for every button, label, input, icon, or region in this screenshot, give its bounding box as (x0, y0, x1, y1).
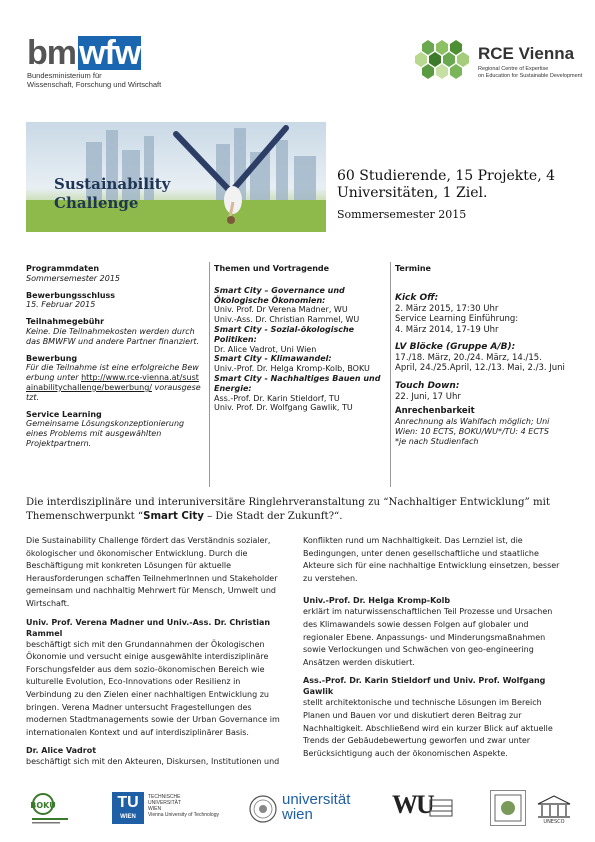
programm-column (26, 264, 201, 449)
gebuehr-value: Keine. Die Teilnahmekosten werden durch das BMWFW und andere Partner finanziert. (26, 326, 200, 346)
topic-governance: Smart City – Governance und Ökologische Ökonomien: (214, 285, 345, 305)
banner-title (54, 175, 170, 213)
speaker-vadrot: Dr. Alice Vadrot, Uni Wien (214, 344, 317, 354)
tu-logo-text: TU (117, 794, 139, 811)
bmwfw-logo-bm: bm (27, 34, 76, 72)
kromp-kolb-text: erklärt im naturwissenschaftlichen Teil Prozesse und Ursachen des Klimawandels sowie dessen Folgen auf globaler und regionaler Ebene. Anpassungs- und Minderungsmaßnahmen sowie Verlockungen und Schwächen von geo-engineering Ansätzen werden diskutiert. (303, 607, 553, 667)
rce-acknowledged-icon (491, 791, 525, 825)
body-intro: Die Sustainability Challenge fördert das Verständnis sozialer, ökologischer und ökonomischer Entwicklung. Durch die Beschäftigung mit konkreten Lösungen für aktuelle Herausforderungen schaffen TeilnehmerInnen und Stakeholder gemeinsam und nachhaltig Mehrwert für Mensch, Umwelt und Wirtschaft. (26, 536, 278, 608)
anrechen-value: Anrechnung als Wahlfach möglich; Uni Wien: 10 ECTS, BOKU/WU*/TU: 4 ECTS (395, 416, 550, 436)
body-left-column (26, 535, 288, 769)
madner-rammel-text: beschäftigt sich mit den Grundannahmen der Ökologischen Ökonomie und versucht einige ausgewählte interdisziplinäre Forschungsfelder aus dem sozio-ökonomischen Bereich wie kulturelle Evolution, Eco-Innovations oder Resilienz in Verbindung zu den Zielen einer nachhaltigen Entwicklung zu bringen. Verena Madner untersucht Fragestellungen des modernen Stadtmanagements sowie der Urban Governance im internationalen Kontext und auf interdisziplinärer Basis. (26, 639, 280, 737)
headline-semester: Sommersemester 2015 (337, 208, 467, 221)
anrechen-label: Anrechenbarkeit (395, 406, 475, 417)
headline (337, 168, 587, 202)
termine-heading: Termine (395, 264, 431, 273)
gebuehr-label: Teilnahmegebühr (26, 317, 105, 327)
bewerbung-text: Für die Teilnahme ist eine erfolgreiche Bewerbung unter (26, 363, 199, 383)
service-label: Service Learning (26, 409, 102, 419)
touchdown-date: 22. Juni, 17 Uhr (395, 391, 461, 402)
uniwien-seal (248, 794, 278, 824)
rce-acknowledged-logo (490, 790, 526, 826)
speaker-madner: Univ. Prof. Dr Verena Madner, WU (214, 305, 348, 315)
topic-bauen: Smart City - Nachhaltiges Bauen und Energie: (214, 373, 381, 393)
tu-logo-caption: TECHNISCHE UNIVERSITÄT WIEN Vienna University of Technology (148, 794, 219, 818)
uniwien-seal-icon (248, 794, 278, 824)
rce-title: RCE Vienna (478, 44, 575, 63)
rce-hexagon-icon (412, 36, 474, 86)
unesco-temple-icon (534, 794, 574, 824)
kickoff-date: 2. März 2015, 17:30 Uhr (395, 303, 499, 314)
kromp-kolb-heading: Univ.-Prof. Dr. Helga Kromp-Kolb (303, 596, 451, 606)
intro-smart-city: Smart City (143, 510, 204, 522)
service-learning-intro: Service Learning Einführung: (395, 314, 519, 325)
unesco-logo (534, 794, 574, 824)
topic-klimawandel: Smart City - Klimawandel: (214, 354, 332, 364)
lv-dates: 17./18. März, 20./24. März, 14./15. April, 24./25.April, 12./13. Mai, 2./3. Juni (395, 352, 565, 374)
bewerbung-label: Bewerbung (26, 353, 78, 363)
themen-column (209, 262, 384, 487)
speaker-rammel: Univ.-Ass. Dr. Christian Rammel, WU (214, 315, 360, 325)
bewerbungsschluss-value: 15. Februar 2015 (26, 300, 96, 310)
service-value: Gemeinsame Lösungskonzeptionierung eines Problems mit ausgewählten Projektpartnern. (26, 419, 185, 448)
service-learning-date: 4. März 2014, 17-19 Uhr (395, 324, 499, 335)
speaker-kromp-kolb: Univ.-Prof. Dr. Helga Kromp-Kolb, BOKU (214, 364, 370, 374)
kickoff-label: Kick Off: (395, 292, 439, 303)
bewerbung-text-end: vorausgesetzt. (26, 382, 201, 402)
topic-politiken: Smart City - Sozial-ökologische Politiken: (214, 324, 355, 344)
unesco-logo-text: UNESCO (543, 819, 565, 824)
touchdown-label: Touch Down: (395, 380, 460, 391)
intro-text-start: Die interdisziplinäre und interuniversitäre Ringlehrveranstaltung zu “Nachhaltiger Entwicklung” mit Themenschwerpunkt “ (26, 497, 550, 522)
stieldorf-gawlik-heading: Ass.-Prof. Dr. Karin Stieldorf und Univ. Prof. Wolfgang Gawlik (303, 676, 546, 697)
intro-text-end: – Die Stadt der Zukunft?“. (203, 510, 343, 522)
programm-value: Sommersemester 2015 (26, 273, 120, 283)
anrechen-note: *je nach Studienfach (395, 436, 479, 446)
vadrot-text-cont: Konflikten rund um Nachhaltigkeit. Das Lernziel ist, die Bedingungen, unter denen gesellschaftliche und staatliche Akteure sich für eine nachhaltige Entwicklung einsetzen, besser zu verstehen. (303, 536, 560, 583)
boku-logo (30, 792, 70, 828)
speaker-gawlik: Univ. Prof. Dr. Wolfgang Gawlik, TU (214, 403, 353, 413)
rce-subtitle: Regional Centre of Expertise on Education for Sustainable Development (478, 66, 583, 79)
termine-column (390, 262, 565, 487)
headline-line1: 60 Studierende, 15 Projekte, 4 (337, 168, 555, 184)
body-right-column (303, 535, 565, 760)
wu-building-icon (428, 796, 456, 820)
bewerbung-link[interactable]: http://www.rce-vienna.at/sustainabilitychallenge/bewerbung/ (26, 373, 199, 392)
vadrot-text: beschäftigt sich mit den Akteuren, Diskursen, Institutionen und (26, 757, 280, 767)
intro-paragraph (26, 496, 571, 523)
vadrot-heading: Dr. Alice Vadrot (26, 746, 97, 756)
banner-title-line1: Sustainability (54, 175, 171, 193)
uniwien-wordmark: universität wien (282, 791, 351, 823)
banner-title-line2: Challenge (54, 194, 139, 212)
bmwfw-logo-wfw: wfw (79, 34, 141, 72)
lv-label: LV Blöcke (Gruppe A/B): (395, 342, 516, 353)
speaker-stieldorf: Ass.-Prof. Dr. Karin Stieldorf, TU (214, 393, 340, 403)
programm-label: Programmdaten (26, 264, 100, 273)
headline-line2: Universitäten, 1 Ziel. (337, 185, 488, 201)
bmwfw-subtitle: Bundesministerium für Wissenschaft, Forschung und Wirtschaft (27, 71, 162, 89)
boku-emblem-icon (30, 792, 70, 828)
boku-logo-text: BOKU (30, 801, 56, 810)
bewerbungsschluss-label: Bewerbungsschluss (26, 290, 116, 300)
madner-rammel-heading: Univ. Prof. Verena Madner und Univ.-Ass. Dr. Christian Rammel (26, 617, 271, 638)
themen-heading: Themen und Vortragende (214, 264, 330, 273)
stieldorf-gawlik-text: stellt architektonische und technische Lösungen im Bereich Planen und Bauen vor und diskutiert deren Beitrag zur Nachhaltigkeit. Abschließend wird ein kurzer Blick auf aktuelle Trends der Gebäudebewertung geworfen und zwar unter Berücksichtigung auch der ökonomischen Aspekte. (303, 698, 553, 758)
wu-logo: WU (392, 790, 433, 819)
tu-logo: TU WIEN (112, 792, 144, 824)
